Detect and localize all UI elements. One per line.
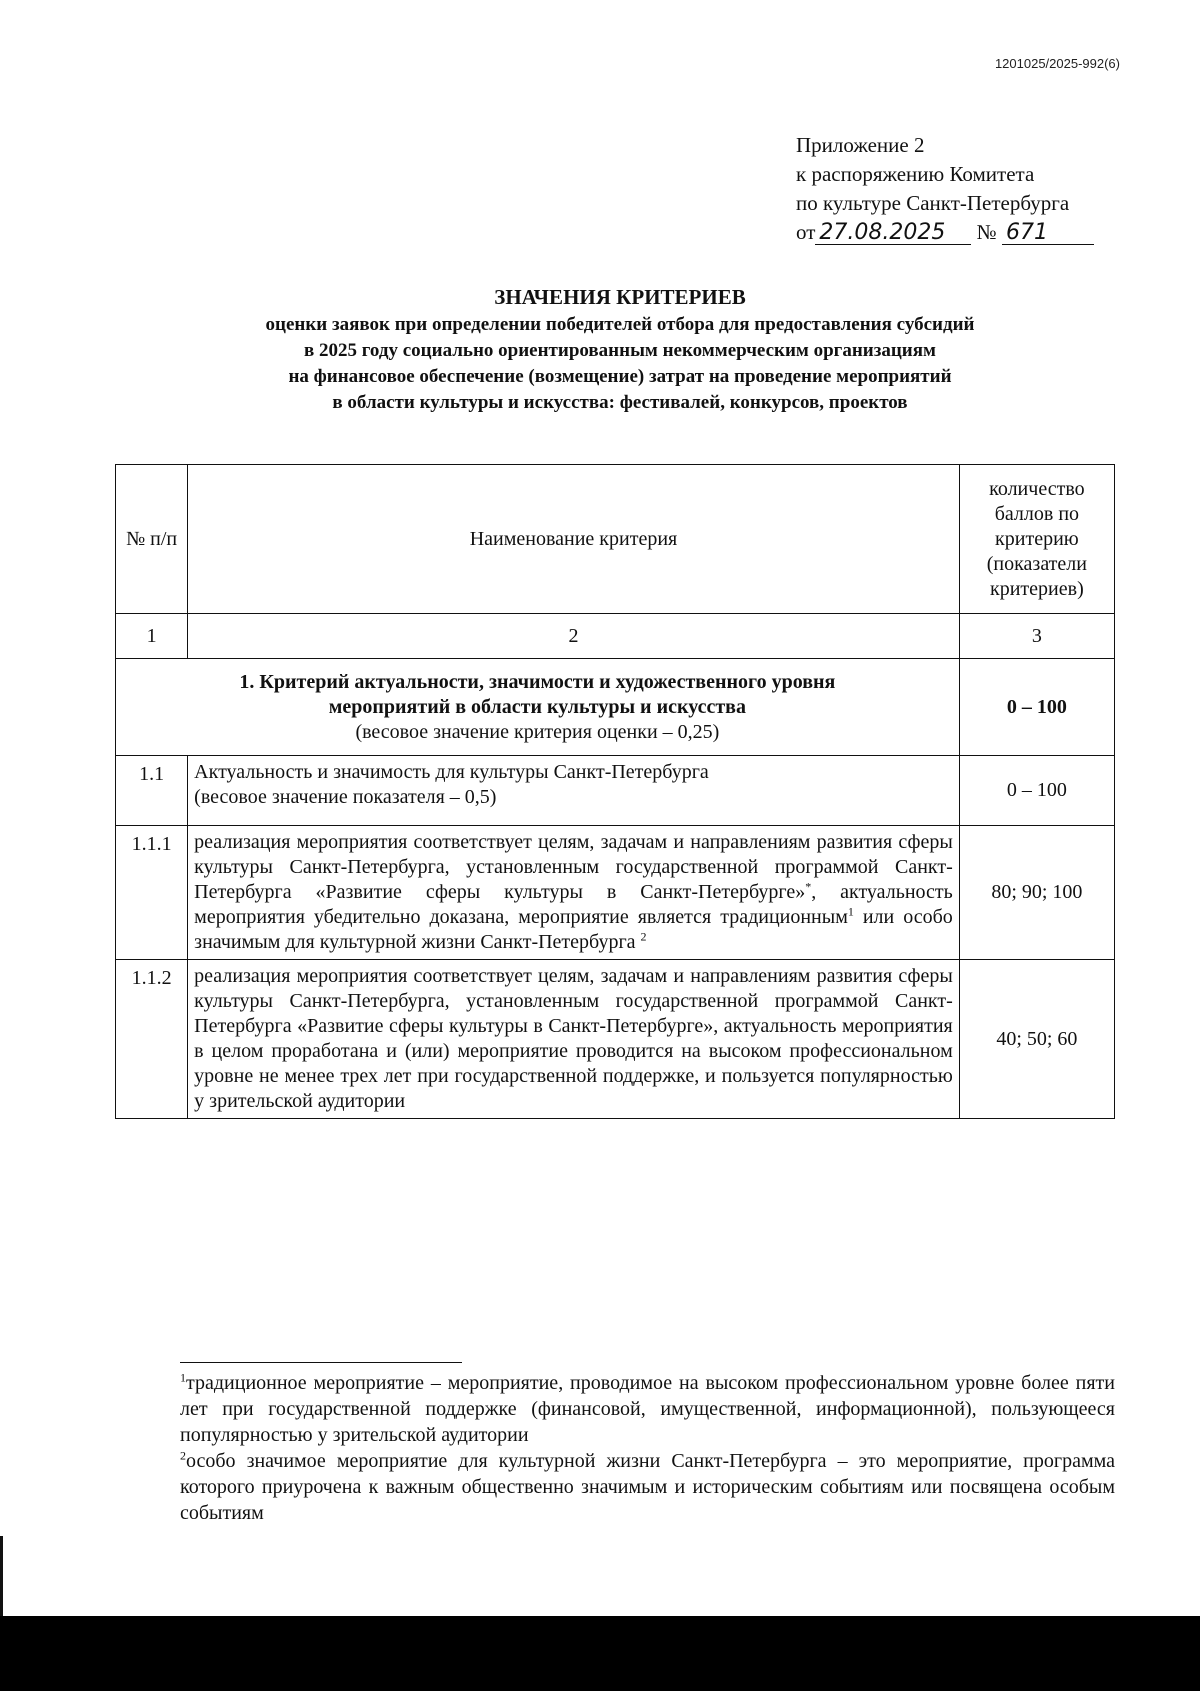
row-criterion <box>188 756 960 826</box>
footnote <box>180 1370 1115 1448</box>
footnote-mark-star: * <box>805 879 812 894</box>
appendix-line-2: к распоряжению Комитета <box>796 162 1035 186</box>
row-score: 40; 50; 60 <box>959 960 1114 1119</box>
row-score: 0 – 100 <box>959 756 1114 826</box>
footnote-number: 1 <box>180 1370 186 1385</box>
row-index: 1.1.1 <box>116 826 188 960</box>
document-title <box>120 284 1120 416</box>
header-criterion-name: Наименование критерия <box>188 465 960 614</box>
handwritten-number: 671 <box>1002 222 1094 245</box>
section-title-line-1: 1. Критерий актуальности, значимости и художественного уровня <box>239 670 836 693</box>
appendix-line-3: по культуре Санкт-Петербурга <box>796 191 1070 215</box>
table-header-row <box>116 465 1115 614</box>
title-line-1: оценки заявок при определении победителей отбора для предоставления субсидий <box>265 314 975 335</box>
title-line-2: в 2025 году социально ориентированным некоммерческим организациям <box>304 340 936 361</box>
row-criterion: реализация мероприятия соответствует целям, задачам и направлениям развития сферы культуры Санкт-Петербурга, установленным государственной программой Санкт-Петербурга «Развитие сферы культуры в Санкт-Петербурге», актуальность мероприятия в целом проработана и (или) мероприятие проводится на высоком профессиональном уровне не менее трех лет при государственной поддержке, и пользуется популярностью у зрительской аудитории <box>188 960 960 1119</box>
table-row <box>116 826 1115 960</box>
section-row <box>116 659 1115 756</box>
footnote-text: традиционное мероприятие – мероприятие, проводимое на высоком профессиональном уровне более пяти лет при государственной поддержке (финансовой, имущественной, информационной), пользующееся популярностью у зрительской аудитории <box>180 1372 1115 1446</box>
row-text-part: , актуальность мероприятия убедительно доказана, мероприятие является традиционным <box>194 881 953 928</box>
footnote <box>180 1448 1115 1526</box>
scan-bottom-bar <box>0 1616 1200 1691</box>
date-prefix: от <box>796 220 816 244</box>
column-number: 1 <box>116 614 188 659</box>
title-main: ЗНАЧЕНИЯ КРИТЕРИЕВ <box>494 285 746 309</box>
number-sign: № <box>976 220 997 244</box>
header-score: количество баллов по критерию (показатели критериев) <box>959 465 1114 614</box>
document-number: 1201025/2025-992(6) <box>994 56 1120 71</box>
footnotes <box>180 1370 1115 1526</box>
title-line-3: на финансовое обеспечение (возмещение) затрат на проведение мероприятий <box>288 366 952 387</box>
footnote-text: особо значимое мероприятие для культурной жизни Санкт-Петербурга – это мероприятие, программа которого приурочена к важным общественно значимым и историческим событиям или посвящена особым событиям <box>180 1450 1115 1524</box>
table-row <box>116 756 1115 826</box>
footnote-mark-1: 1 <box>847 904 854 919</box>
column-number: 3 <box>959 614 1114 659</box>
row-index: 1.1 <box>116 756 188 826</box>
row-text-part: реализация мероприятия соответствует целям, задачам и направлениям развития сферы культуры Санкт-Петербурга, установленным государственной программой Санкт-Петербурга «Развитие сферы культуры в Санкт-Петербурге» <box>194 831 953 903</box>
section-score: 0 – 100 <box>959 659 1114 756</box>
scan-edge-mark <box>0 1536 3 1616</box>
column-number-row <box>116 614 1115 659</box>
section-title <box>116 659 960 756</box>
row-criterion <box>188 826 960 960</box>
appendix-block <box>796 131 1094 247</box>
criteria-table <box>115 464 1115 1119</box>
section-weight: (весовое значение критерия оценки – 0,25) <box>355 720 720 743</box>
row-score: 80; 90; 100 <box>959 826 1114 960</box>
footnote-divider <box>180 1362 462 1363</box>
appendix-line-1: Приложение 2 <box>796 133 925 157</box>
row-criterion-line-1: Актуальность и значимость для культуры Санкт-Петербурга <box>194 761 709 783</box>
row-index: 1.1.2 <box>116 960 188 1119</box>
footnote-number: 2 <box>180 1448 186 1463</box>
row-text-part: или особо значимым для культурной жизни Санкт-Петербурга <box>194 906 953 953</box>
column-number: 2 <box>188 614 960 659</box>
handwritten-date: 27.08.2025 <box>815 222 971 245</box>
row-criterion-line-2: (весовое значение показателя – 0,5) <box>194 786 497 808</box>
table-row <box>116 960 1115 1119</box>
footnote-mark-2: 2 <box>640 929 647 944</box>
header-number: № п/п <box>116 465 188 614</box>
appendix-date-line <box>796 218 1094 247</box>
title-line-4: в области культуры и искусства: фестивалей, конкурсов, проектов <box>332 392 908 413</box>
section-title-line-2: мероприятий в области культуры и искусства <box>328 695 746 718</box>
